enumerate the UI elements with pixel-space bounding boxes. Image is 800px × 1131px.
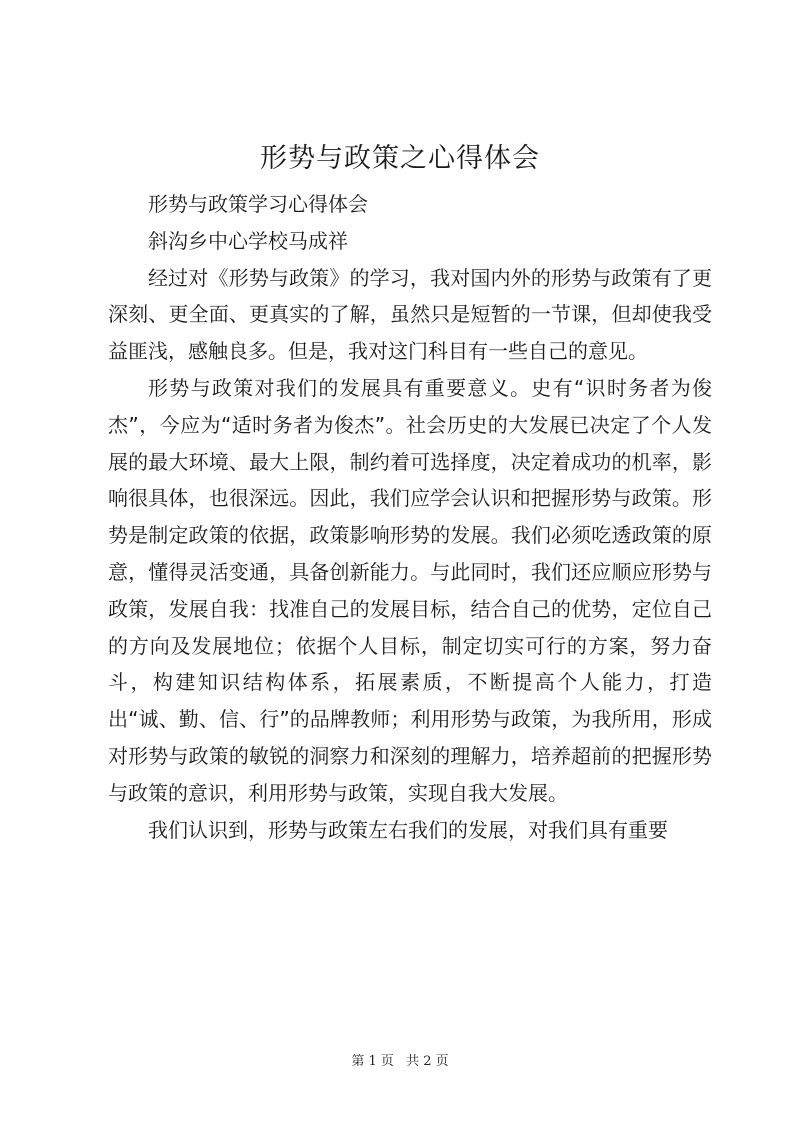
body-paragraph: 形势与政策对我们的发展具有重要意义。史有“识时务者为俊杰”，今应为“适时务者为俊杰”。社会历史的大发展已决定了个人发展的最大环境、最大上限，制约着可选择度，决定着成功的机率，影响很具体，也很深远。因此，我们应学会认识和把握形势与政策。形势是制定政策的依据，政策影响形势的发展。我们必须吃透政策的原意，懂得灵活变通，具备创新能力。与此同时，我们还应顺应形势与政策，发展自我：找准自己的发展目标，结合自己的优势，定位自己的方向及发展地位；依据个人目标，制定切实可行的方案，努力奋斗，构建知识结构体系，拓展素质，不断提高个人能力，打造出“诚、勤、信、行”的品牌教师；利用形势与政策，为我所用，形成对形势与政策的敏锐的洞察力和深刻的理解力，培养超前的把握形势与政策的意识，利用形势与政策，实现自我大发展。 (108, 375, 712, 805)
author-paragraph: 斜沟乡中心学校马成祥 (148, 228, 348, 253)
page-number: 第 1 页 (351, 1054, 394, 1069)
page-footer (0, 1050, 800, 1069)
subtitle-paragraph: 形势与政策学习心得体会 (148, 192, 368, 216)
body-paragraph: 我们认识到，形势与政策左右我们的发展，对我们具有重要 (148, 817, 668, 842)
page-total: 共 2 页 (406, 1054, 449, 1069)
document-title: 形势与政策之心得体会 (260, 143, 540, 174)
body-paragraph: 经过对《形势与政策》的学习，我对国内外的形势与政策有了更深刻、更全面、更真实的了解，虽然只是短暂的一节课，但却使我受益匪浅，感触良多。但是，我对这门科目有一些自己的意见。 (108, 265, 712, 364)
document-body (108, 186, 712, 848)
